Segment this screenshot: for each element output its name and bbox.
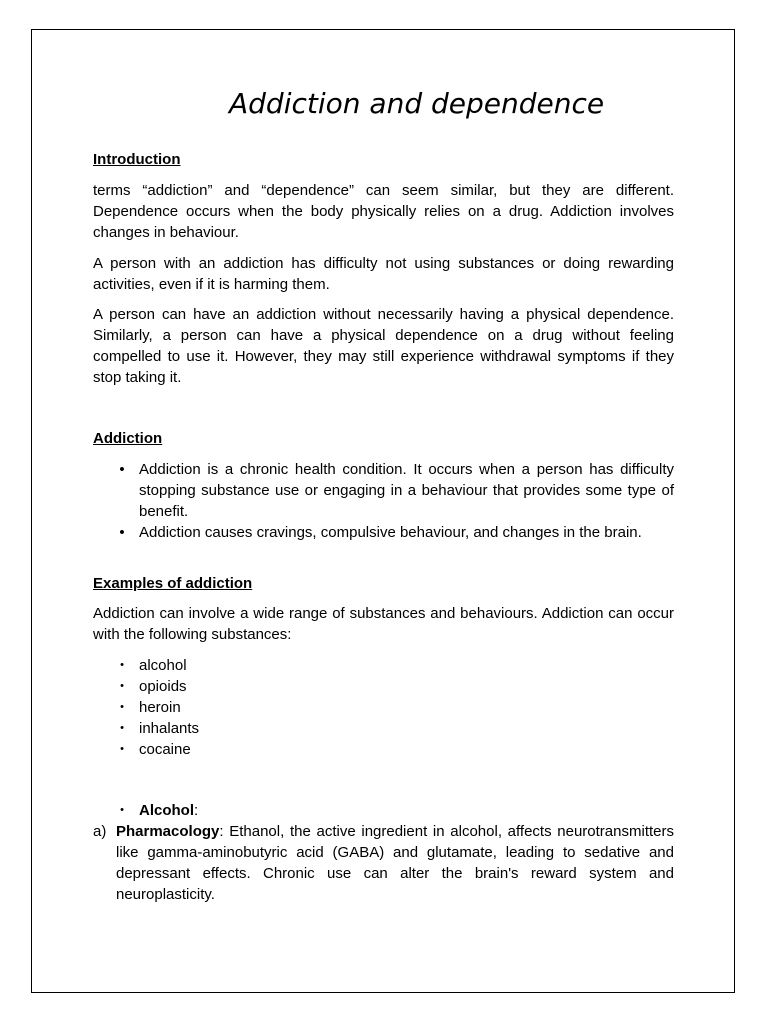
item-term: Pharmacology (116, 823, 220, 840)
alcohol-label: Alcohol (139, 802, 194, 819)
item-body (116, 821, 674, 905)
bullet-icon: • (120, 701, 124, 713)
intro-paragraph-1: terms “addiction” and “dependence” can seem similar, but they are different. Dependence occurs when the body physically relies on a drug. Addiction involves changes in behaviour. (93, 182, 674, 241)
bullet-icon: • (119, 524, 125, 541)
list-item (93, 459, 674, 522)
addiction-bullet-list (93, 459, 674, 543)
addiction-heading: Addiction (93, 430, 163, 447)
list-item-text: opioids (139, 678, 187, 695)
introduction-heading: Introduction (93, 151, 181, 168)
examples-paragraph: Addiction can involve a wide range of substances and behaviours. Addiction can occur with the following substances: (93, 605, 674, 643)
list-item (93, 739, 674, 760)
item-text: : Ethanol, the active ingredient in alcohol, affects neurotransmitters like gamma-aminobutyric acid (GABA) and glutamate, leading to sedative and depressant effects. Chronic use can alter the brain's reward system and neuroplasticity. (116, 823, 674, 903)
list-item (93, 800, 674, 821)
list-item (93, 718, 674, 739)
substance-list (93, 655, 674, 760)
bullet-icon: • (120, 659, 124, 671)
examples-heading: Examples of addiction (93, 575, 253, 592)
list-item-text: heroin (139, 699, 181, 716)
list-item-text: Addiction is a chronic health condition. It occurs when a person has difficulty stopping substance use or engaging in a behaviour that provides some type of benefit. (139, 461, 674, 520)
item-marker: a) (93, 823, 107, 840)
list-item (93, 522, 674, 543)
list-item (93, 655, 674, 676)
document-title: Addiction and dependence (229, 87, 605, 120)
alcohol-bullet (93, 800, 674, 821)
list-item (93, 697, 674, 718)
list-item-text: alcohol (139, 657, 187, 674)
bullet-icon: • (119, 461, 125, 478)
intro-paragraph-2: A person with an addiction has difficulty not using substances or doing rewarding activities, even if it is harming them. (93, 255, 674, 293)
bullet-icon: • (120, 722, 124, 734)
list-item-text: inhalants (139, 720, 200, 737)
bullet-icon: • (120, 804, 124, 816)
bullet-icon: • (120, 743, 124, 755)
list-item-text: Addiction causes cravings, compulsive behaviour, and changes in the brain. (139, 524, 642, 541)
list-item-text: cocaine (139, 741, 191, 758)
list-item (93, 676, 674, 697)
intro-paragraph-3: A person can have an addiction without necessarily having a physical dependence. Similarly, a person can have a physical dependence on a drug without feeling compelled to use it. However, they may still experience withdrawal symptoms if they stop taking it. (93, 306, 674, 386)
alcohol-suffix: : (194, 802, 199, 819)
bullet-icon: • (120, 680, 124, 692)
alcohol-item-a (93, 821, 674, 905)
